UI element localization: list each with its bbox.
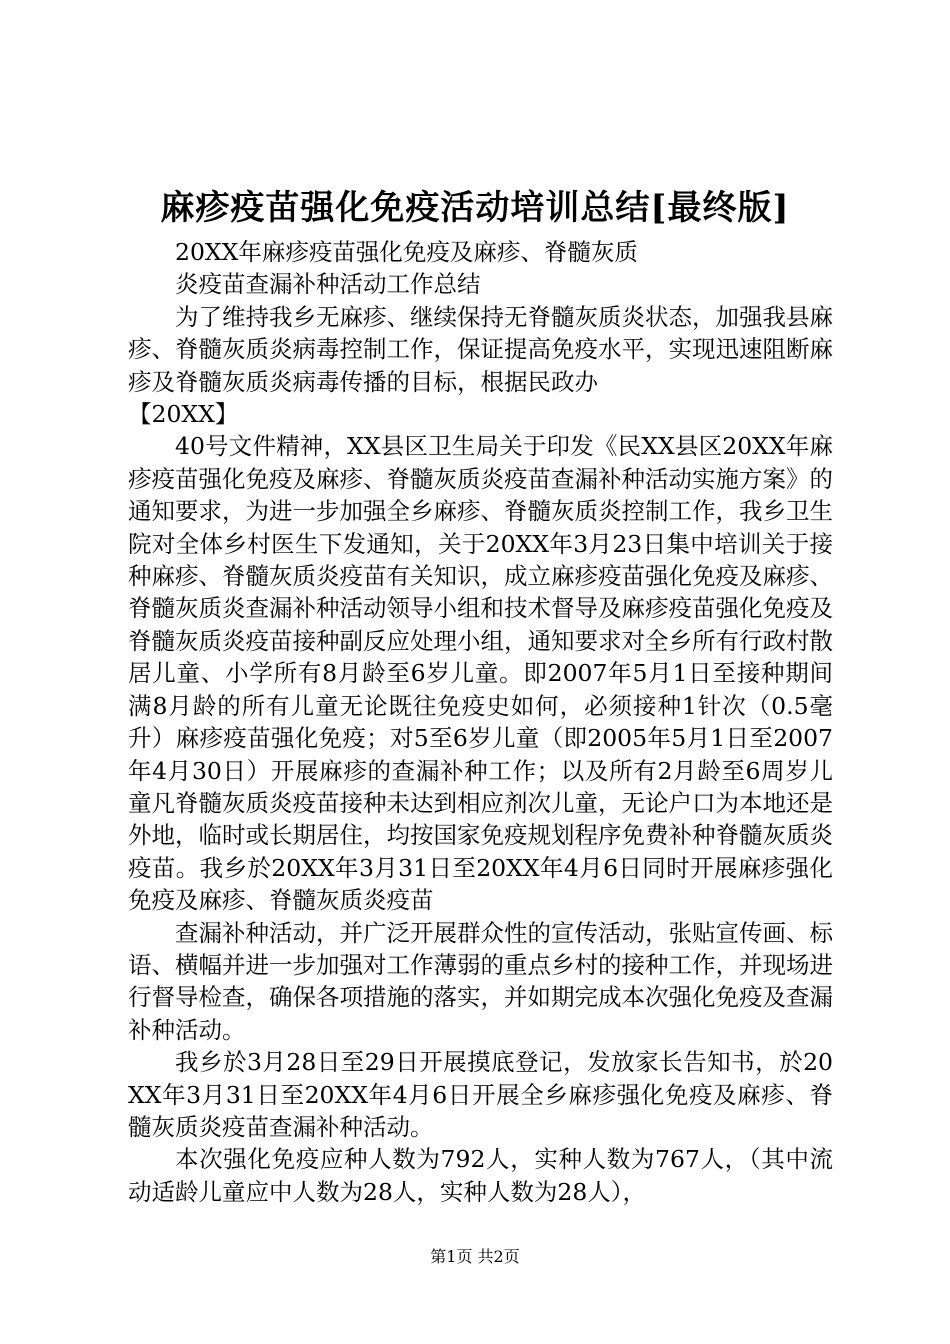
paragraph-2: 【20XX】	[128, 400, 239, 429]
subtitle-line-2: 炎疫苗查漏补种活动工作总结	[175, 270, 481, 299]
subtitle-line-1: 20XX年麻疹疫苗强化免疫及麻疹、脊髓灰质	[175, 238, 638, 266]
document-title: 麻疹疫苗强化免疫活动培训总结[最终版]	[160, 188, 790, 228]
paragraph-6: 本次强化免疫应种人数为792人，实种人数为767人，（其中流动适龄儿童应中人数为28人，实种人数为28人），	[128, 1145, 833, 1206]
document-body	[128, 236, 833, 1208]
paragraph-3: 40号文件精神，XX县区卫生局关于印发《民XX县区20XX年麻疹疫苗强化免疫及麻疹、脊髓灰质炎疫苗查漏补种活动实施方案》的通知要求，为进一步加强全乡麻疹、脊髓灰质炎控制工作，我乡卫生院对全体乡村医生下发通知，关于20XX年3月23日集中培训关于接种麻疹、脊髓灰质炎疫苗有关知识，成立麻疹疫苗强化免疫及麻疹、脊髓灰质炎查漏补种活动领导小组和技术督导及麻疹疫苗强化免疫及脊髓灰质炎疫苗接种副反应处理小组，通知要求对全乡所有行政村散居儿童、小学所有8月龄至6岁儿童。即2007年5月1日至接种期间满8月龄的所有儿童无论既往免疫史如何，必须接种1针次（0.5毫升）麻疹疫苗强化免疫；对5至6岁儿童（即2005年5月1日至2007年4月30日）开展麻疹的查漏补种工作；以及所有2月龄至6周岁儿童凡脊髓灰质炎疫苗接种未达到相应剂次儿童，无论户口为本地还是外地，临时或长期居住，均按国家免疫规划程序免费补种脊髓灰质炎疫苗。我乡於20XX年3月31日至20XX年4月6日同时开展麻疹强化免疫及麻疹、脊髓灰质炎疫苗	[128, 432, 833, 915]
paragraph-4: 查漏补种活动，并广泛开展群众性的宣传活动，张贴宣传画、标语、横幅并进一步加强对工作薄弱的重点乡村的接种工作，并现场进行督导检查，确保各项措施的落实，并如期完成本次强化免疫及查漏补种活动。	[128, 918, 833, 1044]
paragraph-5: 我乡於3月28日至29日开展摸底登记，发放家长告知书，於20XX年3月31日至20XX年4月6日开展全乡麻疹强化免疫及麻疹、脊髓灰质炎疫苗查漏补种活动。	[128, 1048, 833, 1141]
page-footer: 第1页 共2页	[430, 1247, 520, 1266]
document-subtitle	[128, 236, 833, 301]
paragraph-1: 为了维持我乡无麻疹、继续保持无脊髓灰质炎状态，加强我县麻疹、脊髓灰质炎病毒控制工作，保证提高免疫水平，实现迅速阻断麻疹及脊髓灰质炎病毒传播的目标，根据民政办	[128, 302, 833, 396]
